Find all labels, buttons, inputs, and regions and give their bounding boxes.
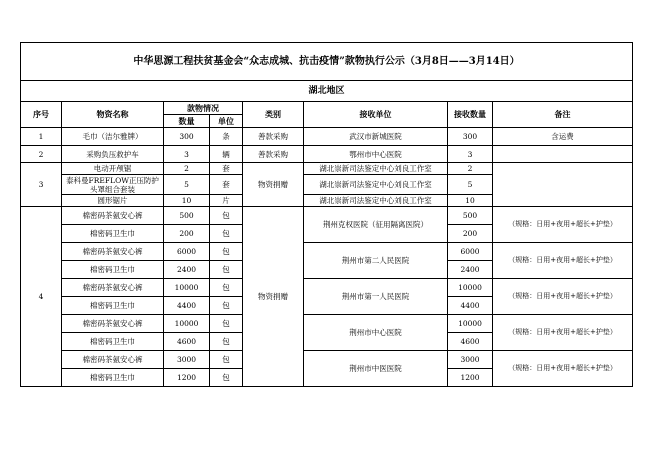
unit-cell: 套: [210, 175, 243, 195]
qty-cell: 2400: [164, 261, 210, 279]
item-name-cell: 棉密码茶氨安心裤: [62, 243, 164, 261]
unit-cell: 套: [210, 163, 243, 175]
qty-cell: 500: [164, 207, 210, 225]
item-name-cell: 泰科曼FREFLOW正压防护头罩组合套装: [62, 175, 164, 195]
table-row: [21, 351, 633, 369]
table-row: [21, 243, 633, 261]
receiver-cell: 荆州克权医院（征用隔离医院）: [304, 207, 448, 243]
item-name-cell: 棉密码卫生巾: [62, 369, 164, 387]
header-seq: 序号: [21, 102, 62, 128]
category-cell: 善款采购: [243, 146, 304, 163]
unit-cell: 包: [210, 369, 243, 387]
qty-cell: 10000: [164, 315, 210, 333]
note-cell: 含运费: [493, 128, 633, 146]
spec-note-cell: （规格：日用+夜用+超长+护垫）: [493, 279, 633, 315]
header-unit: 单位: [210, 115, 243, 128]
item-name-cell: 棉密码茶氨安心裤: [62, 279, 164, 297]
disbursement-table: [20, 42, 633, 387]
recv-qty-cell: 4600: [448, 333, 493, 351]
recv-qty-cell: 6000: [448, 243, 493, 261]
item-name-cell: 圆形锯片: [62, 195, 164, 207]
seq-cell: 3: [21, 163, 62, 207]
table-row: [21, 279, 633, 297]
recv-qty-cell: 10000: [448, 315, 493, 333]
recv-qty-cell: 4400: [448, 297, 493, 315]
item-name-cell: 毛巾（洁尔雅牌）: [62, 128, 164, 146]
note-cell: [493, 146, 633, 163]
receiver-cell: 鄂州市中心医院: [304, 146, 448, 163]
recv-qty-cell: 500: [448, 207, 493, 225]
item-name-cell: 采购负压救护车: [62, 146, 164, 163]
qty-cell: 3: [164, 146, 210, 163]
spec-note-cell: （规格：日用+夜用+超长+护垫）: [493, 315, 633, 351]
qty-cell: 10000: [164, 279, 210, 297]
unit-cell: 包: [210, 279, 243, 297]
recv-qty-cell: 3000: [448, 351, 493, 369]
category-cell: 物资捐赠: [243, 207, 304, 387]
header-name: 物资名称: [62, 102, 164, 128]
item-name-cell: 电动开颅锯: [62, 163, 164, 175]
header-recv-qty: 接收数量: [448, 102, 493, 128]
recv-qty-cell: 200: [448, 225, 493, 243]
recv-qty-cell: 2: [448, 163, 493, 175]
page-title: 中华思源工程扶贫基金会“众志成城、抗击疫情”款物执行公示（3月8日——3月14日）: [21, 43, 633, 81]
recv-qty-cell: 3: [448, 146, 493, 163]
qty-cell: 3000: [164, 351, 210, 369]
recv-qty-cell: 10000: [448, 279, 493, 297]
receiver-cell: 荆州市中心医院: [304, 315, 448, 351]
receiver-cell: 湖北崇新司法鉴定中心刘良工作室: [304, 163, 448, 175]
receiver-cell: 荆州市第二人民医院: [304, 243, 448, 279]
table-row: [21, 207, 633, 225]
seq-cell: 4: [21, 207, 62, 387]
receiver-cell: 荆州市第一人民医院: [304, 279, 448, 315]
recv-qty-cell: 5: [448, 175, 493, 195]
recv-qty-cell: 10: [448, 195, 493, 207]
item-name-cell: 棉密码茶氨安心裤: [62, 207, 164, 225]
table-row: [21, 146, 633, 163]
item-name-cell: 棉密码卫生巾: [62, 261, 164, 279]
unit-cell: 条: [210, 128, 243, 146]
qty-cell: 1200: [164, 369, 210, 387]
qty-cell: 5: [164, 175, 210, 195]
header-note: 备注: [493, 102, 633, 128]
category-cell: 善款采购: [243, 128, 304, 146]
qty-cell: 2: [164, 163, 210, 175]
recv-qty-cell: 1200: [448, 369, 493, 387]
header-receiver: 接收单位: [304, 102, 448, 128]
receiver-cell: 湖北崇新司法鉴定中心刘良工作室: [304, 175, 448, 195]
qty-cell: 300: [164, 128, 210, 146]
unit-cell: 包: [210, 315, 243, 333]
spec-note-cell: （规格：日用+夜用+超长+护垫）: [493, 351, 633, 387]
spec-note-cell: （规格：日用+夜用+超长+护垫）: [493, 207, 633, 243]
header-qty: 数量: [164, 115, 210, 128]
unit-cell: 包: [210, 261, 243, 279]
receiver-cell: 武汉市新城医院: [304, 128, 448, 146]
category-cell: 物资捐赠: [243, 163, 304, 207]
unit-cell: 包: [210, 225, 243, 243]
recv-qty-cell: 2400: [448, 261, 493, 279]
item-name-cell: 棉密码卫生巾: [62, 333, 164, 351]
qty-cell: 4400: [164, 297, 210, 315]
item-name-cell: 棉密码茶氨安心裤: [62, 315, 164, 333]
table-row: [21, 128, 633, 146]
qty-cell: 6000: [164, 243, 210, 261]
unit-cell: 包: [210, 243, 243, 261]
unit-cell: 包: [210, 297, 243, 315]
unit-cell: 包: [210, 333, 243, 351]
seq-cell: 1: [21, 128, 62, 146]
unit-cell: 片: [210, 195, 243, 207]
disbursement-sheet: [20, 42, 632, 387]
unit-cell: 辆: [210, 146, 243, 163]
note-cell: [493, 163, 633, 207]
qty-cell: 200: [164, 225, 210, 243]
receiver-cell: 湖北崇新司法鉴定中心刘良工作室: [304, 195, 448, 207]
unit-cell: 包: [210, 207, 243, 225]
item-name-cell: 棉密码卫生巾: [62, 225, 164, 243]
spec-note-cell: （规格：日用+夜用+超长+护垫）: [493, 243, 633, 279]
item-name-cell: 棉密码卫生巾: [62, 297, 164, 315]
table-row: [21, 163, 633, 175]
receiver-cell: 荆州市中医医院: [304, 351, 448, 387]
header-situation: 款物情况: [164, 102, 243, 115]
region-label: 湖北地区: [21, 81, 633, 102]
unit-cell: 包: [210, 351, 243, 369]
item-name-cell: 棉密码茶氨安心裤: [62, 351, 164, 369]
qty-cell: 10: [164, 195, 210, 207]
table-row: [21, 315, 633, 333]
qty-cell: 4600: [164, 333, 210, 351]
header-category: 类别: [243, 102, 304, 128]
recv-qty-cell: 300: [448, 128, 493, 146]
seq-cell: 2: [21, 146, 62, 163]
